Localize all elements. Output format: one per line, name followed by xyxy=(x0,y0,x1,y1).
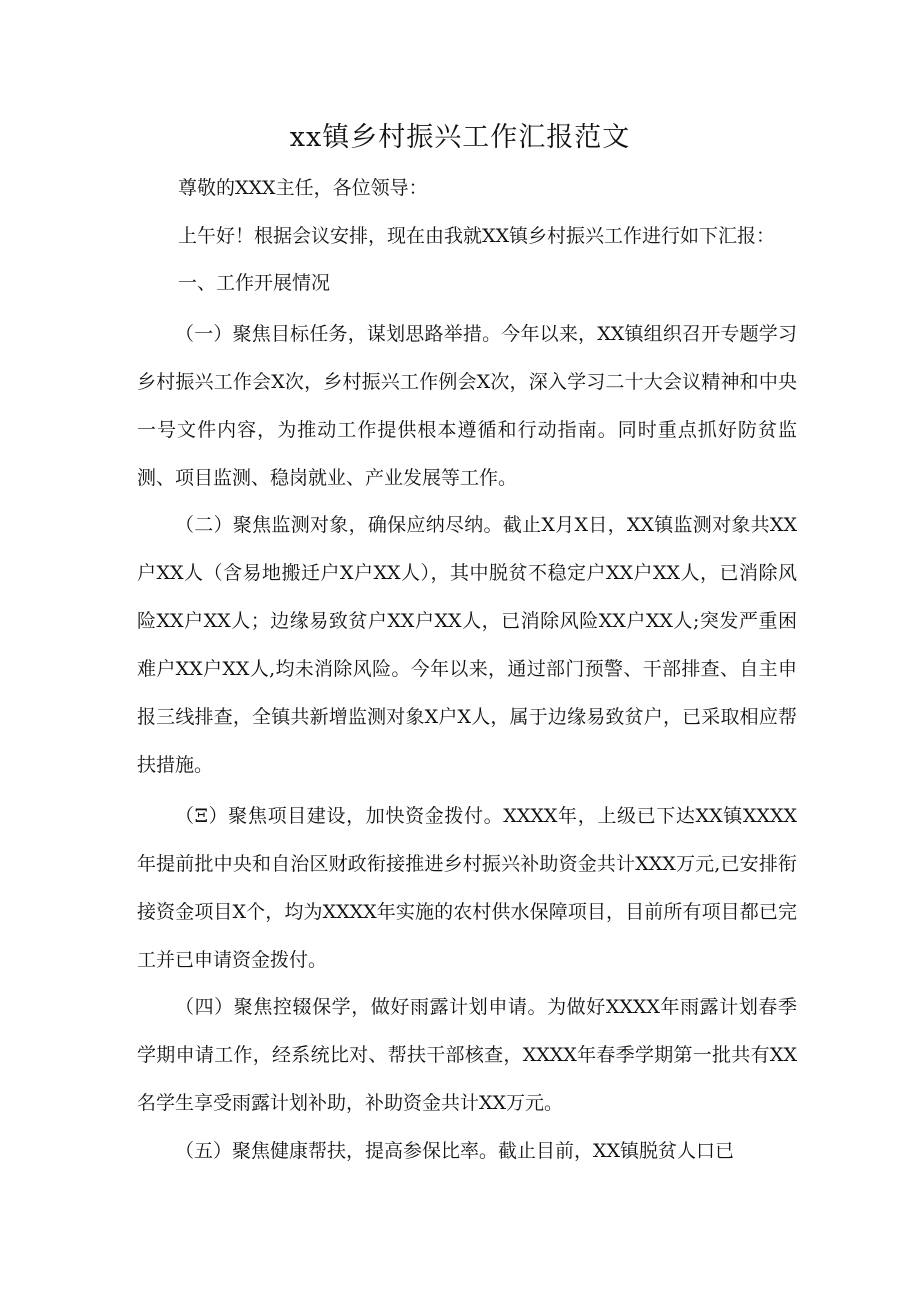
paragraph-1: （一）聚焦目标任务，谋划思路举措。今年以来，XX镇组织召开专题学习乡村振兴工作会X次，乡村振兴工作例会X次，深入学习二十大会议精神和中央一号文件内容，为推动工作提供根本遵循和行动指南。同时重点抓好防贫监测、项目监测、稳岗就业、产业发展等工作。 xyxy=(137,323,797,489)
salutation: 尊敬的XXX主任，各位领导： xyxy=(178,177,428,199)
paragraph-5: （五）聚焦健康帮扶，提高参保比率。截止目前，XX镇脱贫人口已 xyxy=(175,1140,735,1162)
section-heading: 一、工作开展情况 xyxy=(178,272,331,294)
document-title: xx镇乡村振兴工作汇报范文 xyxy=(289,122,631,153)
paragraph-4: （四）聚焦控辍保学，做好雨露计划申请。为做好XXXX年雨露计划春季学期申请工作，经系统比对、帮扶干部核查，XXXX年春季学期第一批共有XX名学生享受雨露计划补助，补助资金共计XX万元。 xyxy=(137,996,797,1114)
greeting: 上午好！根据会议安排，现在由我就XX镇乡村振兴工作进行如下汇报： xyxy=(178,225,776,247)
paragraph-2: （二）聚焦监测对象，确保应纳尽纳。截止X月X日，XX镇监测对象共XX户XX人（含易地搬迁户X户XX人），其中脱贫不稳定户XX户XX人，已消除风险XX户XX人；边缘易致贫户XX户XX人，已消除风险XX户XX人;突发严重困难户XX户XX人,均未消除风险。今年以来，通过部门预警、干部排查、自主申报三线排查，全镇共新增监测对象X户X人，属于边缘易致贫户，已采取相应帮扶措施。 xyxy=(137,514,797,776)
paragraph-3: （Ξ）聚焦项目建设，加快资金拨付。XXXX年，上级已下达XX镇XXXX年提前批中央和自治区财政衔接推进乡村振兴补助资金共计XXX万元,已安排衔接资金项目X个，均为XXXX年实施的农村供水保障项目，目前所有项目都已完工并已申请资金拨付。 xyxy=(137,805,797,971)
